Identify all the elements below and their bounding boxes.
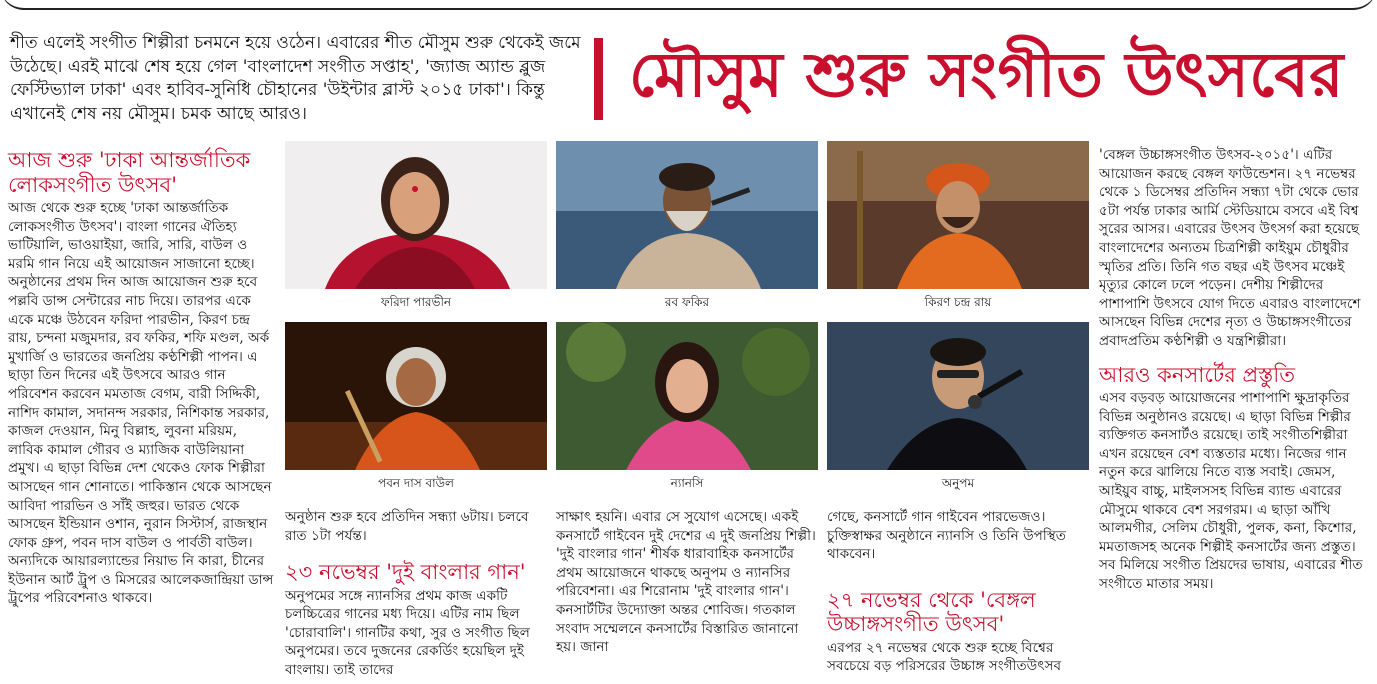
col5-p1: 'বেঙ্গল উচ্চাঙ্গসংগীত উৎসব-২০১৫'। এটির আয়োজন করছে বেঙ্গল ফাউন্ডেশন। ২৭ নভেম্বর থেকে ১ ডিসেম্বর প্রতিদিন সন্ধ্যা ৭টা থেকে ভোর ৫টা পর্যন্ত ঢাকার আর্মি স্টেডিয়ামে বসবে এই বিশ্ব সুরের আসর। এবারের উৎসব উৎসর্গ করা হয়েছে বাংলাদেশের অন্যতম চিত্রশিল্পী কাইয়ুম চৌধুরীর স্মৃতির প্রতি। তিনি গত বছর এই উৎসব মঞ্চেই মৃত্যুর কোলে ঢলে পড়েন। দেশীয় শিল্পীদের পাশাপাশি উৎসবে যোগ দিতে এবারও বাংলাদেশে আসছেন বিভিন্ন দেশের নৃত্য ও উচ্চাঙ্গসংগীতের প্রবাদপ্রতিম কণ্ঠশিল্পী ও যন্ত্রশিল্পীরা।	[1099, 147, 1361, 349]
caption-nancy: ন্যানসি	[670, 476, 704, 490]
col4-lead: গেছে, কনসার্টে গান গাইবেন পারভেজও। চুক্তিস্বাক্ষর অনুষ্ঠানে ন্যানসি ও তিনি উপস্থিত থাকবেন।	[827, 509, 1066, 563]
headline-accent-bar	[594, 38, 603, 120]
col4-subheading: ২৭ নভেম্বর থেকে 'বেঙ্গল উচ্চাঙ্গসংগীত উৎসব'	[827, 587, 1036, 637]
col5-subheading: আরও কনসার্টের প্রস্তুতি	[1099, 362, 1296, 387]
col1-subheading: আজ শুরু 'ঢাকা আন্তর্জাতিক লোকসংগীত উৎসব'	[8, 148, 251, 197]
caption-anupam: অনুপম	[941, 476, 975, 490]
column-3	[556, 508, 818, 657]
caption-pobon: পবন দাস বাউল	[378, 476, 454, 490]
intro-paragraph: শীত এলেই সংগীত শিল্পীরা চনমনে হয়ে ওঠেন। এবারের শীত মৌসুম শুরু থেকেই জমে উঠেছে। এরই মাঝে শেষ হয়ে গেল 'বাংলাদেশ সংগীত সপ্তাহ', 'জ্যাজ অ্যান্ড ব্লুজ ফেস্টিভ্যাল ঢাকা' এবং হাবিব-সুনিধি চৌহানের 'উইন্টার ব্লাস্ট ২০১৫ ঢাকা'। কিন্তু এখানেই শেষ নয় মৌসুম। চমক আছে আরও।	[10, 33, 581, 124]
col2-lead: অনুষ্ঠান শুরু হবে প্রতিদিন সন্ধ্যা ৬টায়। চলবে রাত ১টা পর্যন্ত।	[285, 509, 529, 544]
col2-subheading: ২৩ নভেম্বর 'দুই বাংলার গান'	[285, 560, 526, 585]
column-2	[285, 508, 547, 680]
photo-farida	[285, 141, 547, 289]
column-4	[827, 508, 1089, 676]
column-1	[8, 148, 276, 608]
photo-rob	[556, 141, 818, 289]
photo-anupam	[827, 322, 1089, 470]
col1-body: আজ থেকে শুরু হচ্ছে 'ঢাকা আন্তর্জাতিক লোকসংগীত উৎসব'। বাংলা গানের ঐতিহ্য ভাটিয়ালি, ভাওয়াইয়া, জারি, সারি, বাউল ও মরমি গান নিয়ে এই আয়োজন সাজানো হচ্ছে। অনুষ্ঠানের প্রথম দিন আজ আয়োজন শুরু হবে পল্লবি ডান্স সেন্টারের নাচ দিয়ে। তারপর একে একে মঞ্চে উঠবেন ফরিদা পারভীন, কিরণ চন্দ্র রায়, চন্দনা মজুমদার, রব ফকির, শফি মণ্ডল, অর্ক মুখার্জি ও ভারতের জনপ্রিয় কণ্ঠশিল্পী পাপন। এ ছাড়া তিন দিনের এই উৎসবে আরও গান পরিবেশন করবেন মমতাজ বেগম, বারী সিদ্দিকী, নাশিদ কামাল, সদানন্দ সরকার, নিশিকান্ত সরকার, কাজল দেওয়ান, মিনু বিল্লাহ, লুবনা মরিয়ম, লাবিক কামাল গৌরব ও ম্যাজিক বাউলিয়ানা প্রমুখ। এ ছাড়া বিভিন্ন দেশ থেকেও ফোক শিল্পীরা আসছেন গান শোনাতে। পাকিস্তান থেকে আসছেন আবিদা পারভিন ও সাঁই জহুর। ভারত থেকে আসছেন ইন্ডিয়ান ওশান, নুরান সিস্টার্স, রাজস্থান ফোক গ্রুপ, পবন দাস বাউল ও পার্বতী বাউল। অন্যদিকে আয়ারল্যান্ডের নিয়াভ নি কারা, চীনের ইউনান আর্ট ট্রুপ ও মিসরের আলেকজান্দ্রিয়া ডান্স ট্রুপের পরিবেশনাও থাকবে।	[8, 200, 274, 607]
col5-body: এসব বড়বড় আয়োজনের পাশাপাশি ক্ষুদ্রাকৃতির বিভিন্ন অনুষ্ঠানও রয়েছে। এ ছাড়া বিভিন্ন শিল্পীর ব্যক্তিগত কনসার্টও রয়েছে। তাই সংগীতশিল্পীরা এখন রয়েছেন বেশ ব্যস্ততার মধ্যে। নিজের গান নতুন করে ঝালিয়ে নিতে ব্যস্ত সবাই। জেমস, আইয়ুব বাচ্চু, মাইলসসহ বিভিন্ন ব্যান্ড এবারের মৌসুমে থাকবে বেশ সরগরম। এ ছাড়া আঁখি আলমগীর, সেলিম চৌধুরী, পুলক, কনা, কিশোর, মমতাজসহ অনেক শিল্পীই কনসার্টের জন্য প্রস্তুত।	[1099, 390, 1357, 555]
headline	[594, 28, 1374, 130]
photo-nancy	[556, 322, 818, 470]
top-border	[0, 0, 1377, 14]
caption-rob: রব ফকির	[664, 295, 710, 309]
col3-p1: সাক্ষাৎ হয়নি। এবার সে সুযোগ এসেছে। একই কনসার্টে গাইবেন দুই দেশের এ দুই জনপ্রিয় শিল্পী।	[556, 509, 816, 544]
caption-farida: ফরিদা পারভীন	[380, 295, 452, 309]
photo-kiron	[827, 141, 1089, 289]
col4-body: এরপর ২৭ নভেম্বর থেকে শুরু হচ্ছে বিশ্বের সবচেয়ে বড় পরিসরের উচ্চাঙ্গ সংগীতউৎসব	[827, 639, 1062, 675]
col5-closing: সব মিলিয়ে সংগীত প্রিয়দের ভাষায়, এবারের শীত সংগীতে মাতার সময়।	[1099, 557, 1363, 592]
headline-text: মৌসুম শুরু সংগীত উৎসবের	[629, 37, 1344, 111]
photo-pobon	[285, 322, 547, 470]
col3-p2: 'দুই বাংলার গান' শীর্ষক ধারাবাহিক কনসার্টের প্রথম আয়োজনে থাকছে অনুপম ও ন্যানসির পরিবেশনা। এর শিরোনাম 'দুই বাংলার গান'। কনসার্টটির উদ্যোক্তা অন্তর শোবিজ। গতকাল সংবাদ সম্মেলনে কনসার্টের বিস্তারিত জানানো হয়। জানা	[556, 546, 799, 656]
col2-body: অনুপমের সঙ্গে ন্যানসির প্রথম কাজ একটি চলচ্চিত্রের গানের মধ্য দিয়ে। এটির নাম ছিল 'চোরাবালি'। গানটির কথা, সুর ও সংগীত ছিল অনুপমের। তবে দুজনের রেকর্ডিং হয়েছিল দুই বাংলায়। তাই তাদের	[285, 587, 530, 679]
column-5	[1099, 146, 1371, 594]
caption-kiron: কিরণ চন্দ্র রায়	[924, 295, 992, 309]
